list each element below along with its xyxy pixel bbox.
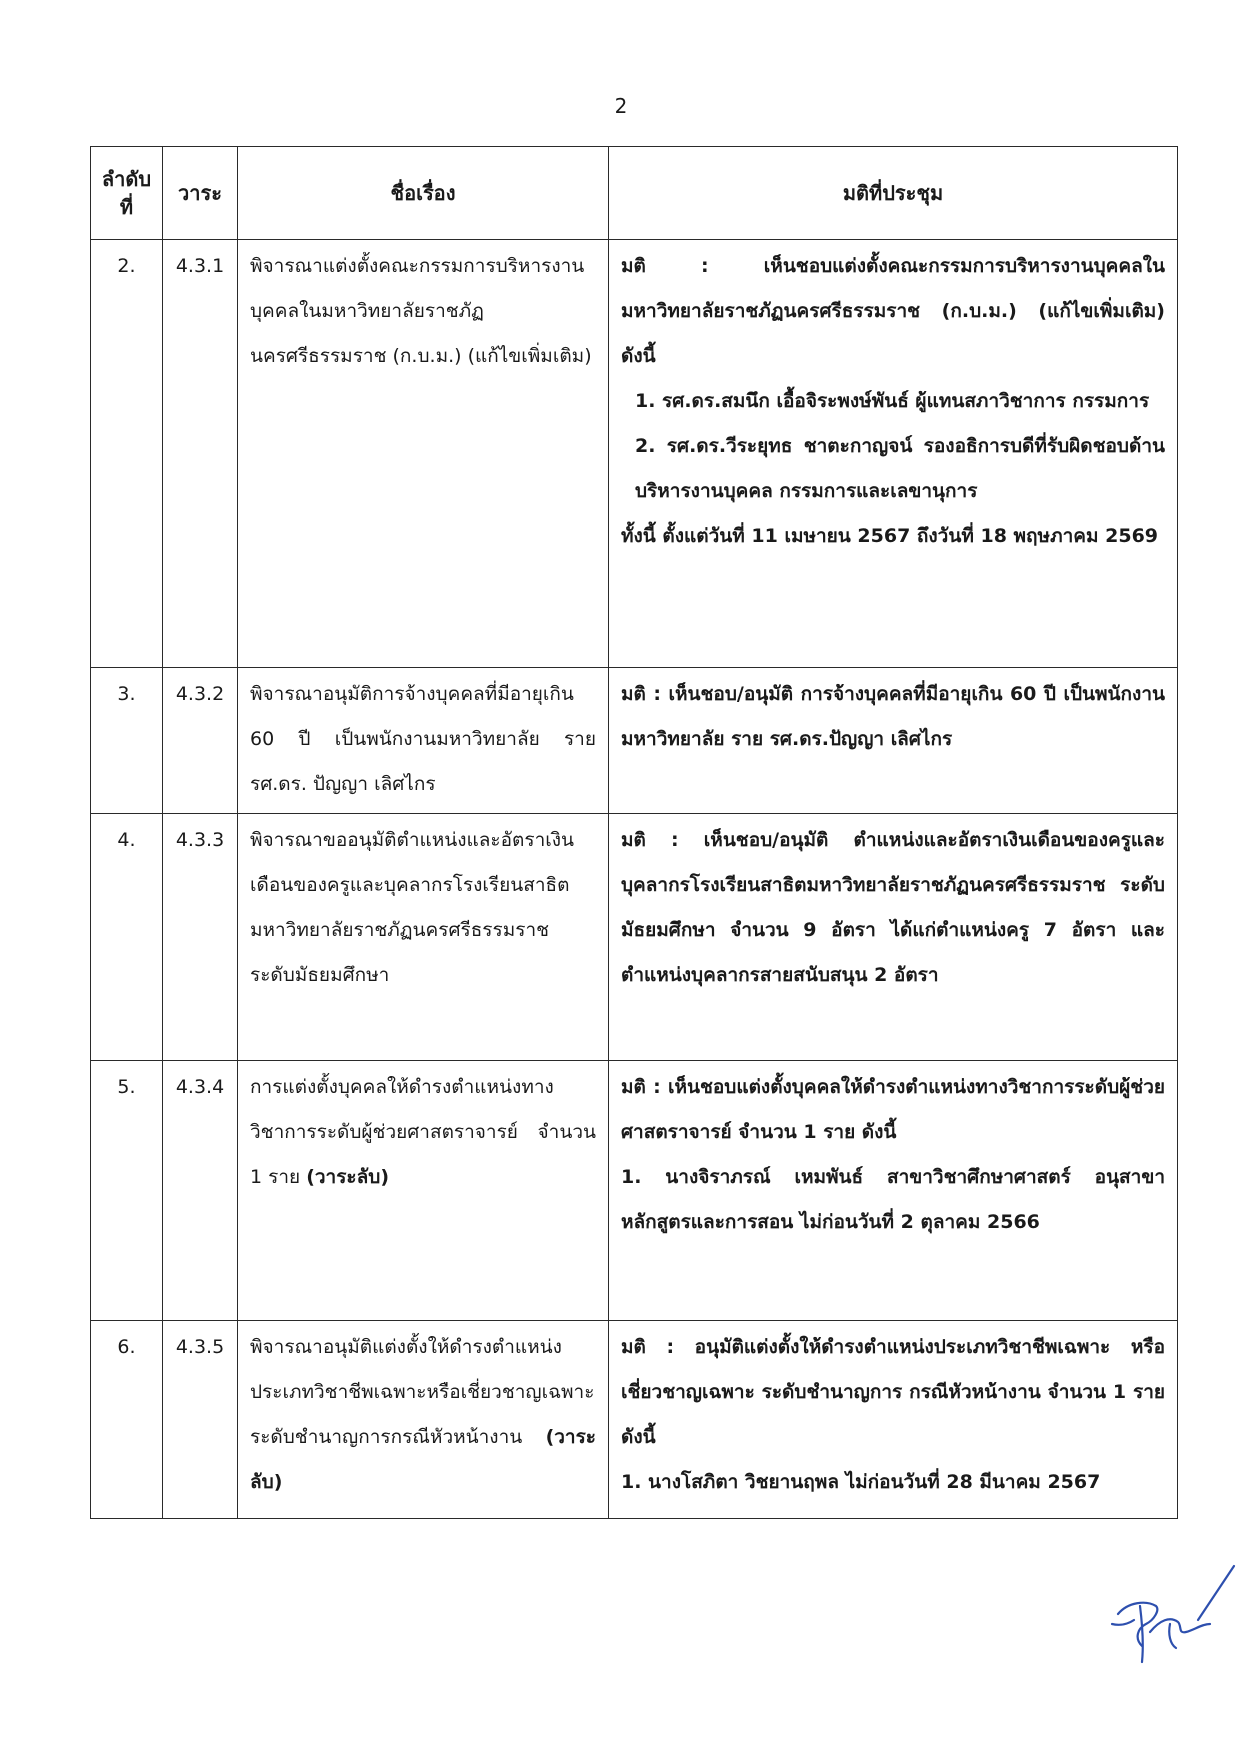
confidential-tag: (วาระลับ) bbox=[250, 1426, 596, 1493]
resolution-line: มติ : อนุมัติแต่งตั้งให้ดำรงตำแหน่งประเภทวิชาชีพเฉพาะ หรือเชี่ยวชาญเฉพาะ ระดับชำนาญการ กรณีหัวหน้างาน จำนวน 1 ราย ดังนี้ bbox=[621, 1336, 1165, 1448]
row-number: 3. bbox=[91, 668, 163, 814]
table-row bbox=[91, 668, 1178, 814]
table-row bbox=[91, 814, 1178, 1061]
header-no: ลำดับที่ bbox=[91, 147, 163, 240]
confidential-tag: (วาระลับ) bbox=[306, 1166, 390, 1188]
header-resolution: มติที่ประชุม bbox=[609, 147, 1178, 240]
title-text: การแต่งตั้งบุคคลให้ดำรงตำแหน่งทางวิชาการระดับผู้ช่วยศาสตราจารย์ จำนวน 1 ราย bbox=[250, 1076, 596, 1188]
row-agenda: 4.3.1 bbox=[163, 240, 238, 668]
row-agenda: 4.3.3 bbox=[163, 814, 238, 1061]
table-row bbox=[91, 1061, 1178, 1321]
row-number: 4. bbox=[91, 814, 163, 1061]
row-title: พิจารณาแต่งตั้งคณะกรรมการบริหารงานบุคคลในมหาวิทยาลัยราชภัฏนครศรีธรรมราช (ก.บ.ม.) (แก้ไขเพิ่มเติม) bbox=[238, 240, 609, 668]
row-title: พิจารณาอนุมัติการจ้างบุคคลที่มีอายุเกิน 60 ปี เป็นพนักงานมหาวิทยาลัย ราย รศ.ดร. ปัญญา เลิศไกร bbox=[238, 668, 609, 814]
resolution-line: มติ : เห็นชอบแต่งตั้งคณะกรรมการบริหารงานบุคคลในมหาวิทยาลัยราชภัฏนครศรีธรรมราช (ก.บ.ม.) (แก้ไขเพิ่มเติม) ดังนี้ bbox=[621, 255, 1165, 367]
row-resolution bbox=[609, 668, 1178, 814]
page-number: 2 bbox=[614, 94, 628, 118]
row-resolution bbox=[609, 814, 1178, 1061]
table-row bbox=[91, 1321, 1178, 1519]
resolution-line: 1. นางโสภิตา วิชยานฤพล ไม่ก่อนวันที่ 28 มีนาคม 2567 bbox=[621, 1471, 1101, 1493]
resolution-line: 1. นางจิราภรณ์ เหมพันธ์ สาขาวิชาศึกษาศาสตร์ อนุสาขาหลักสูตรและการสอน ไม่ก่อนวันที่ 2 ตุลาคม 2566 bbox=[621, 1166, 1165, 1233]
resolution-line: ทั้งนี้ ตั้งแต่วันที่ 11 เมษายน 2567 ถึงวันที่ 18 พฤษภาคม 2569 bbox=[621, 525, 1159, 547]
header-title: ชื่อเรื่อง bbox=[238, 147, 609, 240]
table-header-row bbox=[91, 147, 1178, 240]
row-title: พิจารณาขออนุมัติตำแหน่งและอัตราเงินเดือนของครูและบุคลากรโรงเรียนสาธิตมหาวิทยาลัยราชภัฏนครศรีธรรมราช ระดับมัธยมศึกษา bbox=[238, 814, 609, 1061]
table-row bbox=[91, 240, 1178, 668]
title-text: พิจารณาอนุมัติแต่งตั้งให้ดำรงตำแหน่งประเภทวิชาชีพเฉพาะหรือเชี่ยวชาญเฉพาะระดับชำนาญการกรณีหัวหน้างาน bbox=[250, 1336, 595, 1448]
row-title bbox=[238, 1061, 609, 1321]
row-number: 5. bbox=[91, 1061, 163, 1321]
row-agenda: 4.3.4 bbox=[163, 1061, 238, 1321]
row-resolution bbox=[609, 240, 1178, 668]
row-resolution bbox=[609, 1321, 1178, 1519]
resolution-line: มติ : เห็นชอบแต่งตั้งบุคคลให้ดำรงตำแหน่งทางวิชาการระดับผู้ช่วยศาสตราจารย์ จำนวน 1 ราย ดังนี้ bbox=[621, 1076, 1165, 1143]
row-agenda: 4.3.2 bbox=[163, 668, 238, 814]
row-number: 6. bbox=[91, 1321, 163, 1519]
resolutions-table bbox=[90, 146, 1178, 1519]
resolution-line: มติ : เห็นชอบ/อนุมัติ ตำแหน่งและอัตราเงินเดือนของครูและบุคลากรโรงเรียนสาธิตมหาวิทยาลัยราชภัฏนครศรีธรรมราช ระดับมัธยมศึกษา จำนวน 9 อัตรา ได้แก่ตำแหน่งครู 7 อัตรา และตำแหน่งบุคลากรสายสนับสนุน 2 อัตรา bbox=[621, 829, 1165, 986]
resolution-line: 2. รศ.ดร.วีระยุทธ ชาตะกาญจน์ รองอธิการบดีที่รับผิดชอบด้านบริหารงานบุคคล กรรมการและเลขานุการ bbox=[635, 435, 1165, 502]
row-title bbox=[238, 1321, 609, 1519]
resolution-line: 1. รศ.ดร.สมนึก เอื้อจิระพงษ์พันธ์ ผู้แทนสภาวิชาการ กรรมการ bbox=[635, 390, 1150, 412]
resolution-line: มติ : เห็นชอบ/อนุมัติ การจ้างบุคคลที่มีอายุเกิน 60 ปี เป็นพนักงานมหาวิทยาลัย ราย รศ.ดร.ปัญญา เลิศไกร bbox=[621, 683, 1165, 750]
header-agenda: วาระ bbox=[163, 147, 238, 240]
row-number: 2. bbox=[91, 240, 163, 668]
row-agenda: 4.3.5 bbox=[163, 1321, 238, 1519]
row-resolution bbox=[609, 1061, 1178, 1321]
signature-icon bbox=[1098, 1562, 1238, 1672]
